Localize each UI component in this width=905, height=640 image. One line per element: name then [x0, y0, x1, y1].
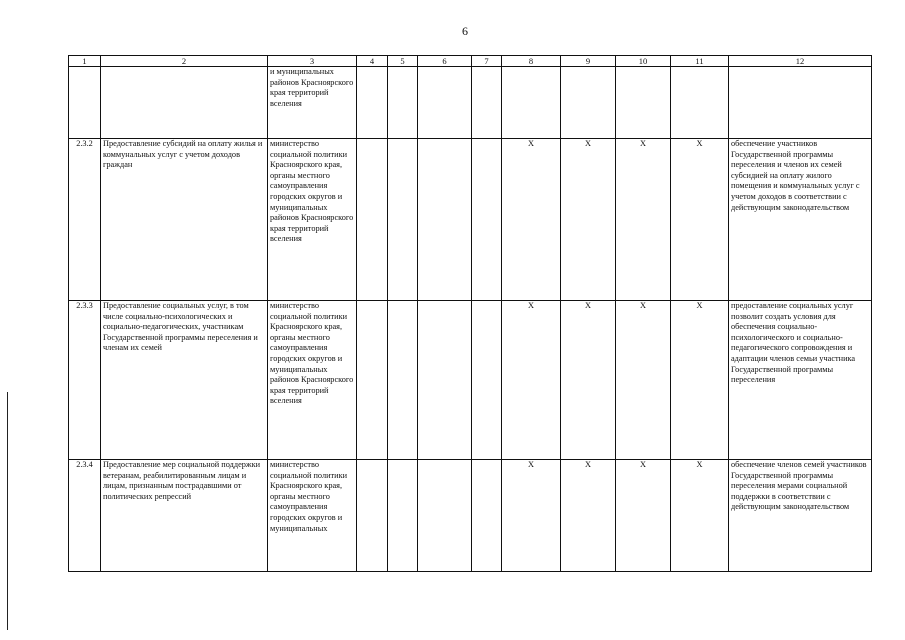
cell-empty — [418, 301, 472, 460]
cell-empty — [357, 139, 388, 301]
x-mark: Х — [502, 139, 561, 301]
x-mark: Х — [502, 301, 561, 460]
column-header: 8 — [502, 56, 561, 67]
cell-empty — [101, 67, 268, 139]
cell-empty — [388, 139, 418, 301]
cell-empty — [729, 67, 872, 139]
column-number-row — [69, 56, 872, 67]
column-header: 11 — [671, 56, 729, 67]
item-number: 2.3.2 — [69, 139, 101, 301]
column-header: 7 — [472, 56, 502, 67]
cell-empty — [388, 67, 418, 139]
x-mark: Х — [616, 460, 671, 572]
activity-name: Предоставление субсидий на оплату жилья и коммунальных услуг с учетом доходов граждан — [101, 139, 268, 301]
cell-empty — [69, 67, 101, 139]
x-mark: Х — [561, 460, 616, 572]
expected-result: обеспечение участников Государственной программы переселения и членов их семей субсидией на оплату жилого помещения и коммунальных услуг с учетом доходов в соответствии с действующим законодательством — [729, 139, 872, 301]
x-mark: Х — [671, 460, 729, 572]
x-mark: Х — [671, 139, 729, 301]
cell-empty — [357, 301, 388, 460]
cell-empty — [388, 301, 418, 460]
column-header: 1 — [69, 56, 101, 67]
cell-empty — [472, 67, 502, 139]
activity-name: Предоставление мер социальной поддержки ветеранам, реабилитированным лицам и лицам, признанным пострадавшими от политических репрессий — [101, 460, 268, 572]
x-mark: Х — [561, 139, 616, 301]
expected-result: обеспечение членов семей участников Государственной программы переселения мерами социальной поддержки в соответствии с действующим законодательством — [729, 460, 872, 572]
cell-empty — [616, 67, 671, 139]
executor-cell: министерство социальной политики Красноярского края, органы местного самоуправления городских округов и муниципальных районов Красноярского края территорий вселения — [268, 139, 357, 301]
executor-cell: министерство социальной политики Красноярского края, органы местного самоуправления городских округов и муниципальных — [268, 460, 357, 572]
cell-empty — [561, 67, 616, 139]
cell-empty — [388, 460, 418, 572]
column-header: 2 — [101, 56, 268, 67]
column-header: 5 — [388, 56, 418, 67]
column-header: 12 — [729, 56, 872, 67]
cell-empty — [357, 67, 388, 139]
x-mark: Х — [671, 301, 729, 460]
cell-empty — [418, 460, 472, 572]
table-row — [69, 139, 872, 301]
executor-cell: министерство социальной политики Красноярского края, органы местного самоуправления городских округов и муниципальных районов Красноярского края территорий вселения — [268, 301, 357, 460]
column-header: 4 — [357, 56, 388, 67]
table-row — [69, 460, 872, 572]
page-number: 6 — [462, 24, 468, 38]
item-number: 2.3.3 — [69, 301, 101, 460]
cell-empty — [502, 67, 561, 139]
x-mark: Х — [616, 139, 671, 301]
program-activities-table — [68, 55, 872, 572]
column-header: 10 — [616, 56, 671, 67]
cell-empty — [671, 67, 729, 139]
cell-empty — [418, 67, 472, 139]
cell-empty — [472, 301, 502, 460]
x-mark: Х — [616, 301, 671, 460]
cell-empty — [472, 460, 502, 572]
table-row — [69, 301, 872, 460]
margin-line — [7, 392, 8, 630]
column-header: 3 — [268, 56, 357, 67]
column-header: 6 — [418, 56, 472, 67]
cell-empty — [418, 139, 472, 301]
expected-result: предоставление социальных услуг позволит создать условия для обеспечения социально-психологического и социально-педагогического сопровождения и адаптации членов семьи участника Государственной программы переселения — [729, 301, 872, 460]
executor-cell: и муниципальных районов Красноярского края территорий вселения — [268, 67, 357, 139]
cell-empty — [472, 139, 502, 301]
table-row-continuation — [69, 67, 872, 139]
cell-empty — [357, 460, 388, 572]
x-mark: Х — [502, 460, 561, 572]
item-number: 2.3.4 — [69, 460, 101, 572]
column-header: 9 — [561, 56, 616, 67]
activity-name: Предоставление социальных услуг, в том числе социально-психологических и социально-педагогических, участникам Государственной программы переселения и членам их семей — [101, 301, 268, 460]
x-mark: Х — [561, 301, 616, 460]
